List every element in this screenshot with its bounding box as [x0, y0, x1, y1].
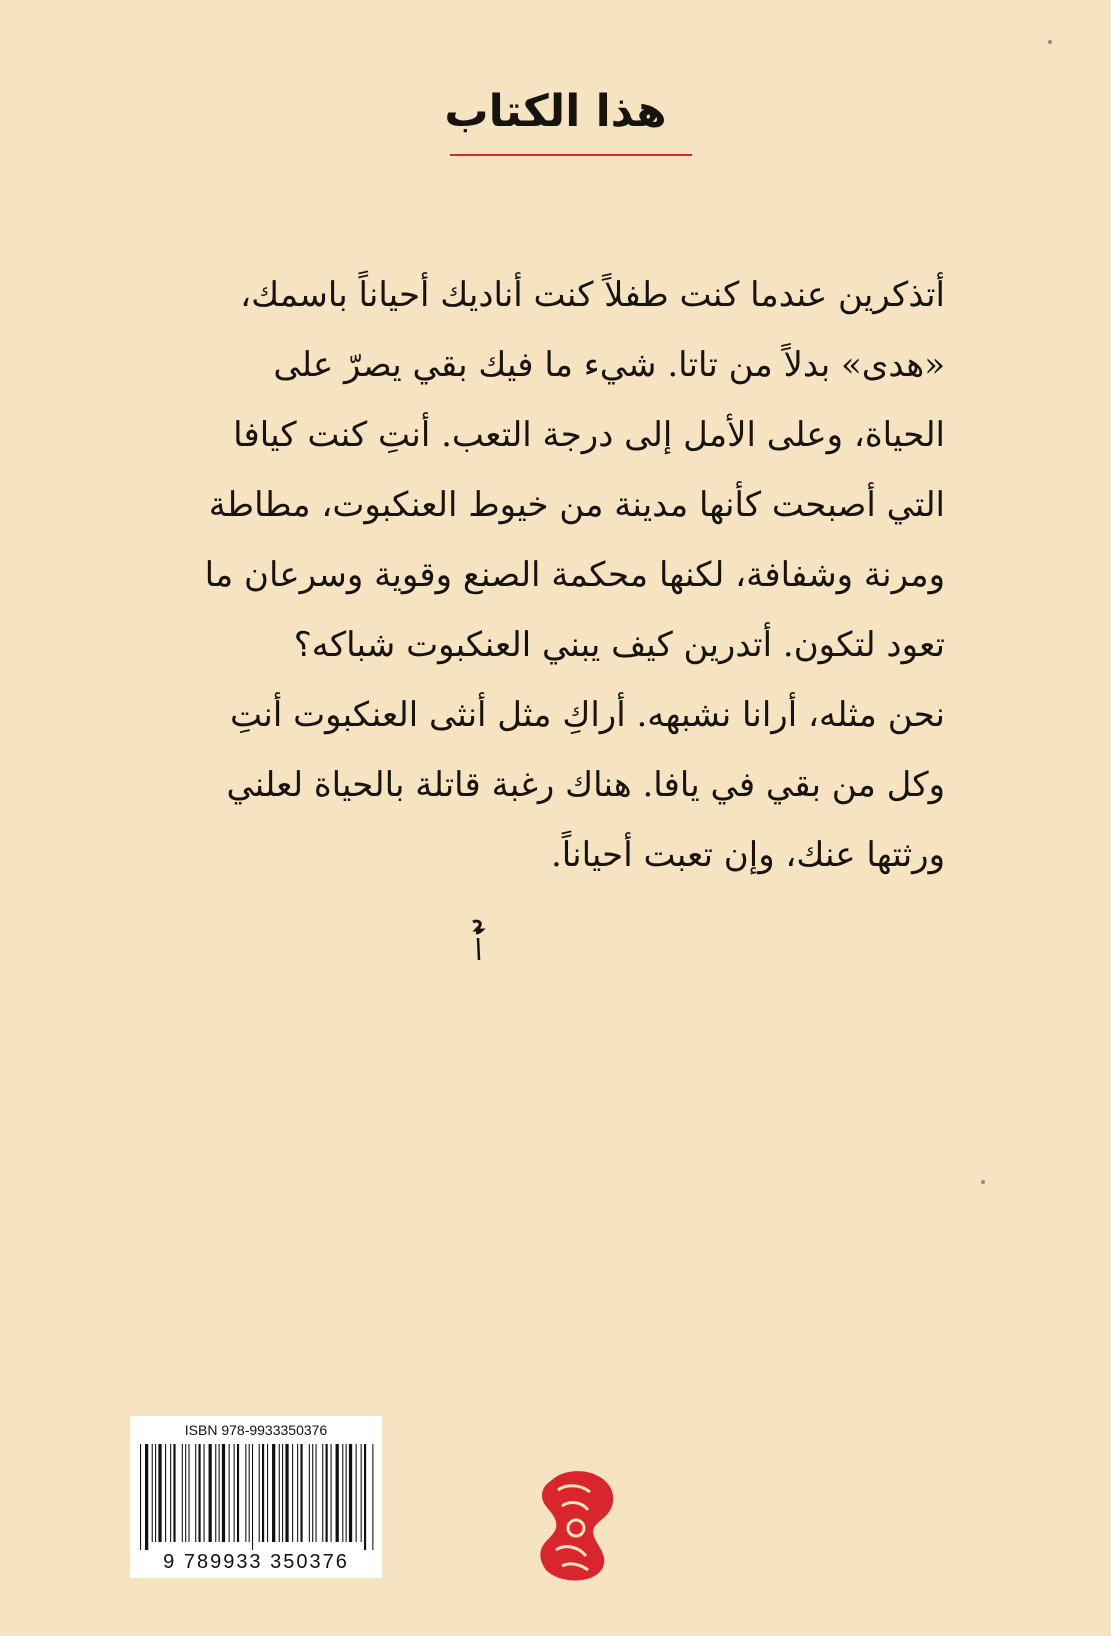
barcode-bar	[219, 1444, 220, 1542]
barcode-bar	[322, 1444, 323, 1542]
barcode-bar	[249, 1444, 250, 1542]
barcode-bar	[297, 1444, 298, 1542]
barcode-bar	[356, 1444, 357, 1542]
barcode-bar	[158, 1444, 161, 1542]
barcode-bar	[237, 1444, 239, 1542]
blurb-line: نحن مثله، أرانا نشبهه. أراكِ مثل أنثى العنكبوت أنتِ	[229, 695, 945, 735]
blurb-line: الحياة، وعلى الأمل إلى درجة التعب. أنتِ كنت كيافا	[233, 415, 945, 455]
red-seal-logo-icon	[532, 1466, 620, 1584]
barcode-bar	[316, 1444, 317, 1542]
barcode-bar	[185, 1444, 186, 1542]
barcode-bar	[300, 1444, 302, 1542]
barcode-bar	[272, 1444, 275, 1542]
blurb-line: التي أصبحت كأنها مدينة من خيوط العنكبوت، مطاطة	[208, 485, 945, 525]
barcode-bar	[165, 1444, 166, 1542]
barcode-block	[130, 1416, 382, 1578]
blurb-line: ومرنة وشفافة، لكنها محكمة الصنع وقوية وسرعان ما	[204, 555, 945, 595]
barcode-bar	[267, 1444, 268, 1542]
barcode-bar	[140, 1444, 141, 1550]
barcode-bar	[173, 1444, 175, 1542]
blurb-line: أتذكرين عندما كنت طفلاً كنت أناديك أحياناً باسمك،	[240, 275, 945, 315]
barcode-bar	[331, 1444, 332, 1542]
page-title: هذا الكتاب	[444, 86, 667, 137]
blurb-line: وكل من بقي في يافا. هناك رغبة قاتلة بالحياة لعلني	[226, 765, 945, 805]
barcode-bar	[215, 1444, 216, 1542]
paper-speck	[1048, 40, 1052, 44]
barcode-bar	[145, 1444, 148, 1550]
barcode-bar	[234, 1444, 235, 1542]
barcode-bar	[204, 1444, 205, 1542]
barcode-bar	[252, 1444, 253, 1550]
blurb-text	[195, 260, 945, 890]
barcode-bar	[342, 1444, 343, 1542]
barcode-bar	[346, 1444, 347, 1542]
barcode-bar	[309, 1444, 310, 1542]
barcode-bar	[195, 1444, 196, 1542]
barcode-bar	[209, 1444, 212, 1542]
barcode-bar	[259, 1444, 260, 1542]
barcode-bar	[292, 1444, 293, 1542]
barcode-bars	[140, 1444, 374, 1550]
isbn-digits: 9 789933 350376	[163, 1551, 349, 1573]
barcode-bar	[349, 1444, 352, 1542]
barcode-bar	[279, 1444, 280, 1542]
barcode-bar	[245, 1444, 246, 1542]
barcode-bar	[188, 1444, 189, 1542]
barcode-bar	[222, 1444, 225, 1542]
paper-speck	[981, 1180, 985, 1184]
barcode-bar	[372, 1444, 373, 1550]
barcode-bar	[285, 1444, 288, 1542]
barcode-bar	[199, 1444, 201, 1542]
blurb-line: تعود لتكون. أتدرين كيف يبني العنكبوت شباكه؟	[293, 625, 945, 665]
barcode-bar	[361, 1444, 362, 1542]
isbn-label: ISBN 978-9933350376	[184, 1422, 328, 1438]
barcode-bar	[364, 1444, 366, 1550]
blurb-line: ورثتها عنك، وإن تعبت أحياناً.	[550, 835, 945, 875]
title-divider	[450, 154, 692, 156]
barcode-bar	[262, 1444, 264, 1542]
blurb-line: «هدى» بدلاً من تاتا. شيء ما فيك بقي يصرّ على	[273, 345, 945, 385]
barcode-bar	[336, 1444, 339, 1542]
barcode-bar	[229, 1444, 230, 1542]
barcode-bar	[282, 1444, 283, 1542]
barcode-bar	[152, 1444, 153, 1542]
barcode-bar	[182, 1444, 183, 1542]
barcode-bar	[312, 1444, 313, 1542]
barcode-bar	[326, 1444, 328, 1542]
barcode-bar	[170, 1444, 171, 1542]
section-mark-icon	[470, 918, 486, 962]
barcode-bar	[155, 1444, 156, 1542]
